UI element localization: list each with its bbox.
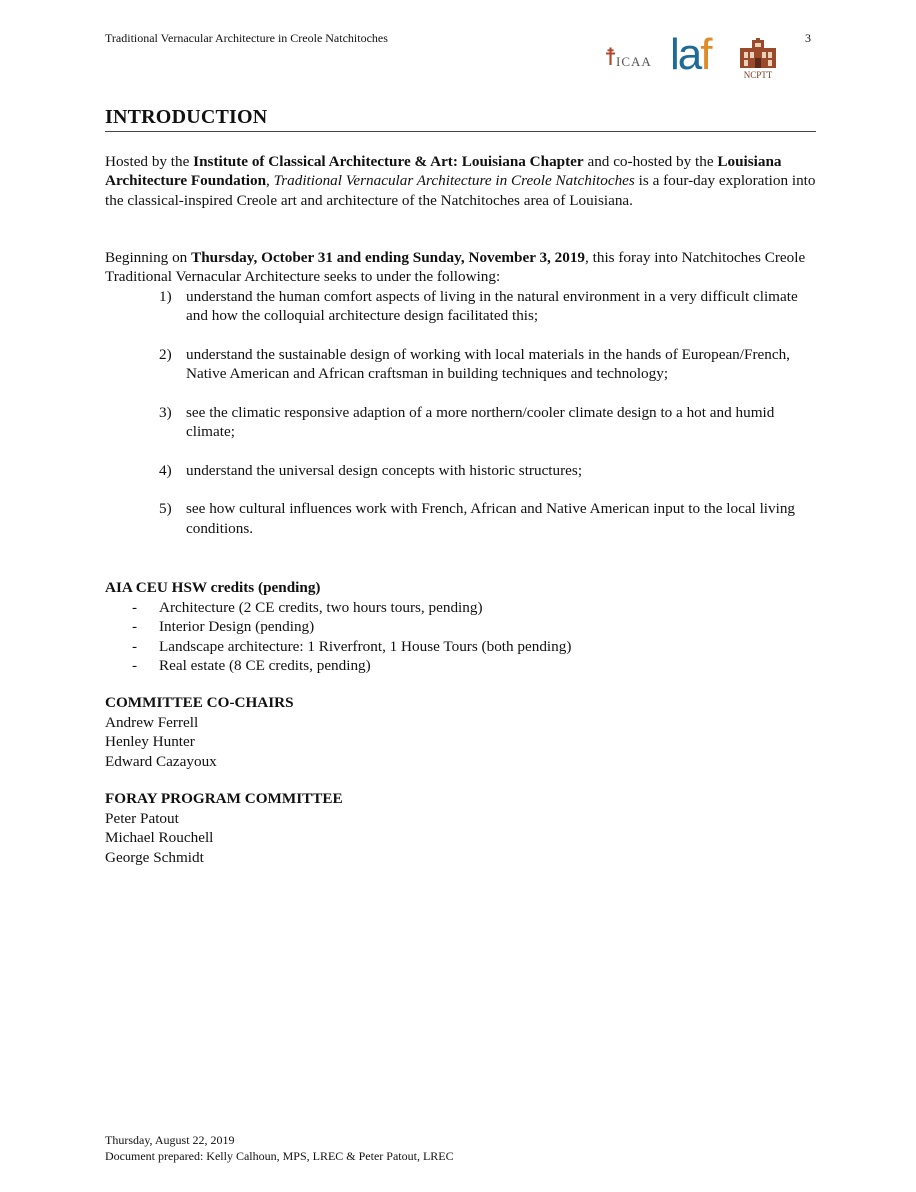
list-item: [105, 656, 571, 675]
list-number: 4): [159, 461, 172, 479]
list-text: understand the human comfort aspects of living in the natural environment in a very difficult climate and how the colloquial architecture design facilitated this;: [186, 288, 798, 325]
laf-logo: [670, 30, 711, 79]
icaa-figure-icon: ☨: [604, 45, 618, 71]
icaa-logo-text: ICAA: [616, 54, 652, 69]
list-item: [105, 637, 571, 656]
list-item: [105, 403, 817, 442]
credits-list: [105, 598, 571, 675]
dash-bullet: -: [132, 656, 138, 674]
person-name: Peter Patout: [105, 810, 179, 827]
event-title: Traditional Vernacular Architecture in Creole Natchitoches: [273, 172, 635, 190]
list-item: [105, 287, 817, 326]
dates-text: Beginning on: [105, 249, 192, 266]
ncptt-logo: [736, 38, 780, 78]
laf-logo-f: f: [700, 30, 711, 79]
list-number: 5): [159, 500, 172, 518]
intro-paragraph: [105, 152, 817, 210]
footer-date: Thursday, August 22, 2019: [105, 1133, 235, 1147]
intro-text: and co-hosted by the: [583, 153, 718, 170]
list-text: understand the sustainable design of working with local materials in the hands of European/French, Native American and African craftsman in building techniques and technology;: [186, 345, 790, 383]
dash-bullet: -: [132, 637, 138, 655]
sponsor-logos: [600, 30, 790, 80]
title-underline: [105, 131, 816, 132]
cochairs-list: [105, 713, 217, 771]
intro-text: ,: [266, 172, 274, 190]
list-item: [105, 499, 817, 538]
dash-bullet: -: [132, 599, 138, 616]
laf-logo-la: la: [670, 30, 701, 79]
person-name: George Schmidt: [105, 848, 204, 866]
program-committee-heading: FORAY PROGRAM COMMITTEE: [105, 790, 343, 807]
goals-list: [105, 287, 817, 557]
credits-heading: AIA CEU HSW credits (pending): [105, 579, 321, 596]
list-text: Real estate (8 CE credits, pending): [159, 656, 371, 674]
list-item: [105, 598, 571, 617]
ncptt-logo-text: NCPTT: [743, 70, 773, 80]
list-number: 3): [159, 403, 172, 421]
list-text: understand the universal design concepts with historic structures;: [186, 461, 583, 479]
section-title: INTRODUCTION: [105, 106, 268, 128]
list-number: 2): [159, 345, 172, 363]
person-name: Andrew Ferrell: [105, 714, 199, 731]
dates-text: , this foray into Natchitoches Creole Traditional Vernacular Architecture seeks to under the following:: [105, 249, 806, 286]
list-text: see how cultural influences work with French, African and Native American input to the local living conditions.: [186, 500, 796, 537]
list-item: [105, 617, 571, 636]
list-text: Interior Design (pending): [159, 618, 315, 636]
event-dates: Thursday, October 31 and ending Sunday, November 3, 2019: [191, 249, 586, 266]
list-text: Landscape architecture: 1 Riverfront, 1 House Tours (both pending): [159, 637, 572, 655]
dates-paragraph: [105, 248, 817, 287]
list-item: [105, 461, 817, 480]
running-header-title: Traditional Vernacular Architecture in Creole Natchitoches: [105, 31, 388, 45]
person-name: Michael Rouchell: [105, 829, 214, 847]
list-text: Architecture (2 CE credits, two hours tours, pending): [159, 599, 483, 616]
list-number: 1): [159, 288, 172, 305]
intro-text: is a four-day exploration into the classical-inspired Creole art and architecture of the Natchitoches area of Louisiana.: [105, 172, 816, 209]
person-name: Henley Hunter: [105, 733, 195, 751]
footer-prepared-by: Document prepared: Kelly Calhoun, MPS, LREC & Peter Patout, LREC: [105, 1148, 454, 1163]
icaa-chapter-name: Institute of Classical Architecture & Art: Louisiana Chapter: [193, 153, 584, 170]
dash-bullet: -: [132, 618, 138, 636]
cochairs-heading: COMMITTEE CO-CHAIRS: [105, 694, 294, 711]
intro-text: Hosted by the: [105, 153, 194, 170]
ncptt-building-icon: [736, 38, 780, 70]
laf-name: Louisiana Architecture Foundation: [105, 153, 782, 190]
page-footer: [105, 1133, 454, 1164]
program-committee-list: [105, 809, 213, 867]
list-text: see the climatic responsive adaption of a more northern/cooler climate design to a hot and humid climate;: [186, 403, 775, 441]
list-item: [105, 345, 817, 384]
icaa-logo: [600, 44, 660, 74]
person-name: Edward Cazayoux: [105, 752, 217, 770]
page-number: 3: [805, 31, 811, 45]
